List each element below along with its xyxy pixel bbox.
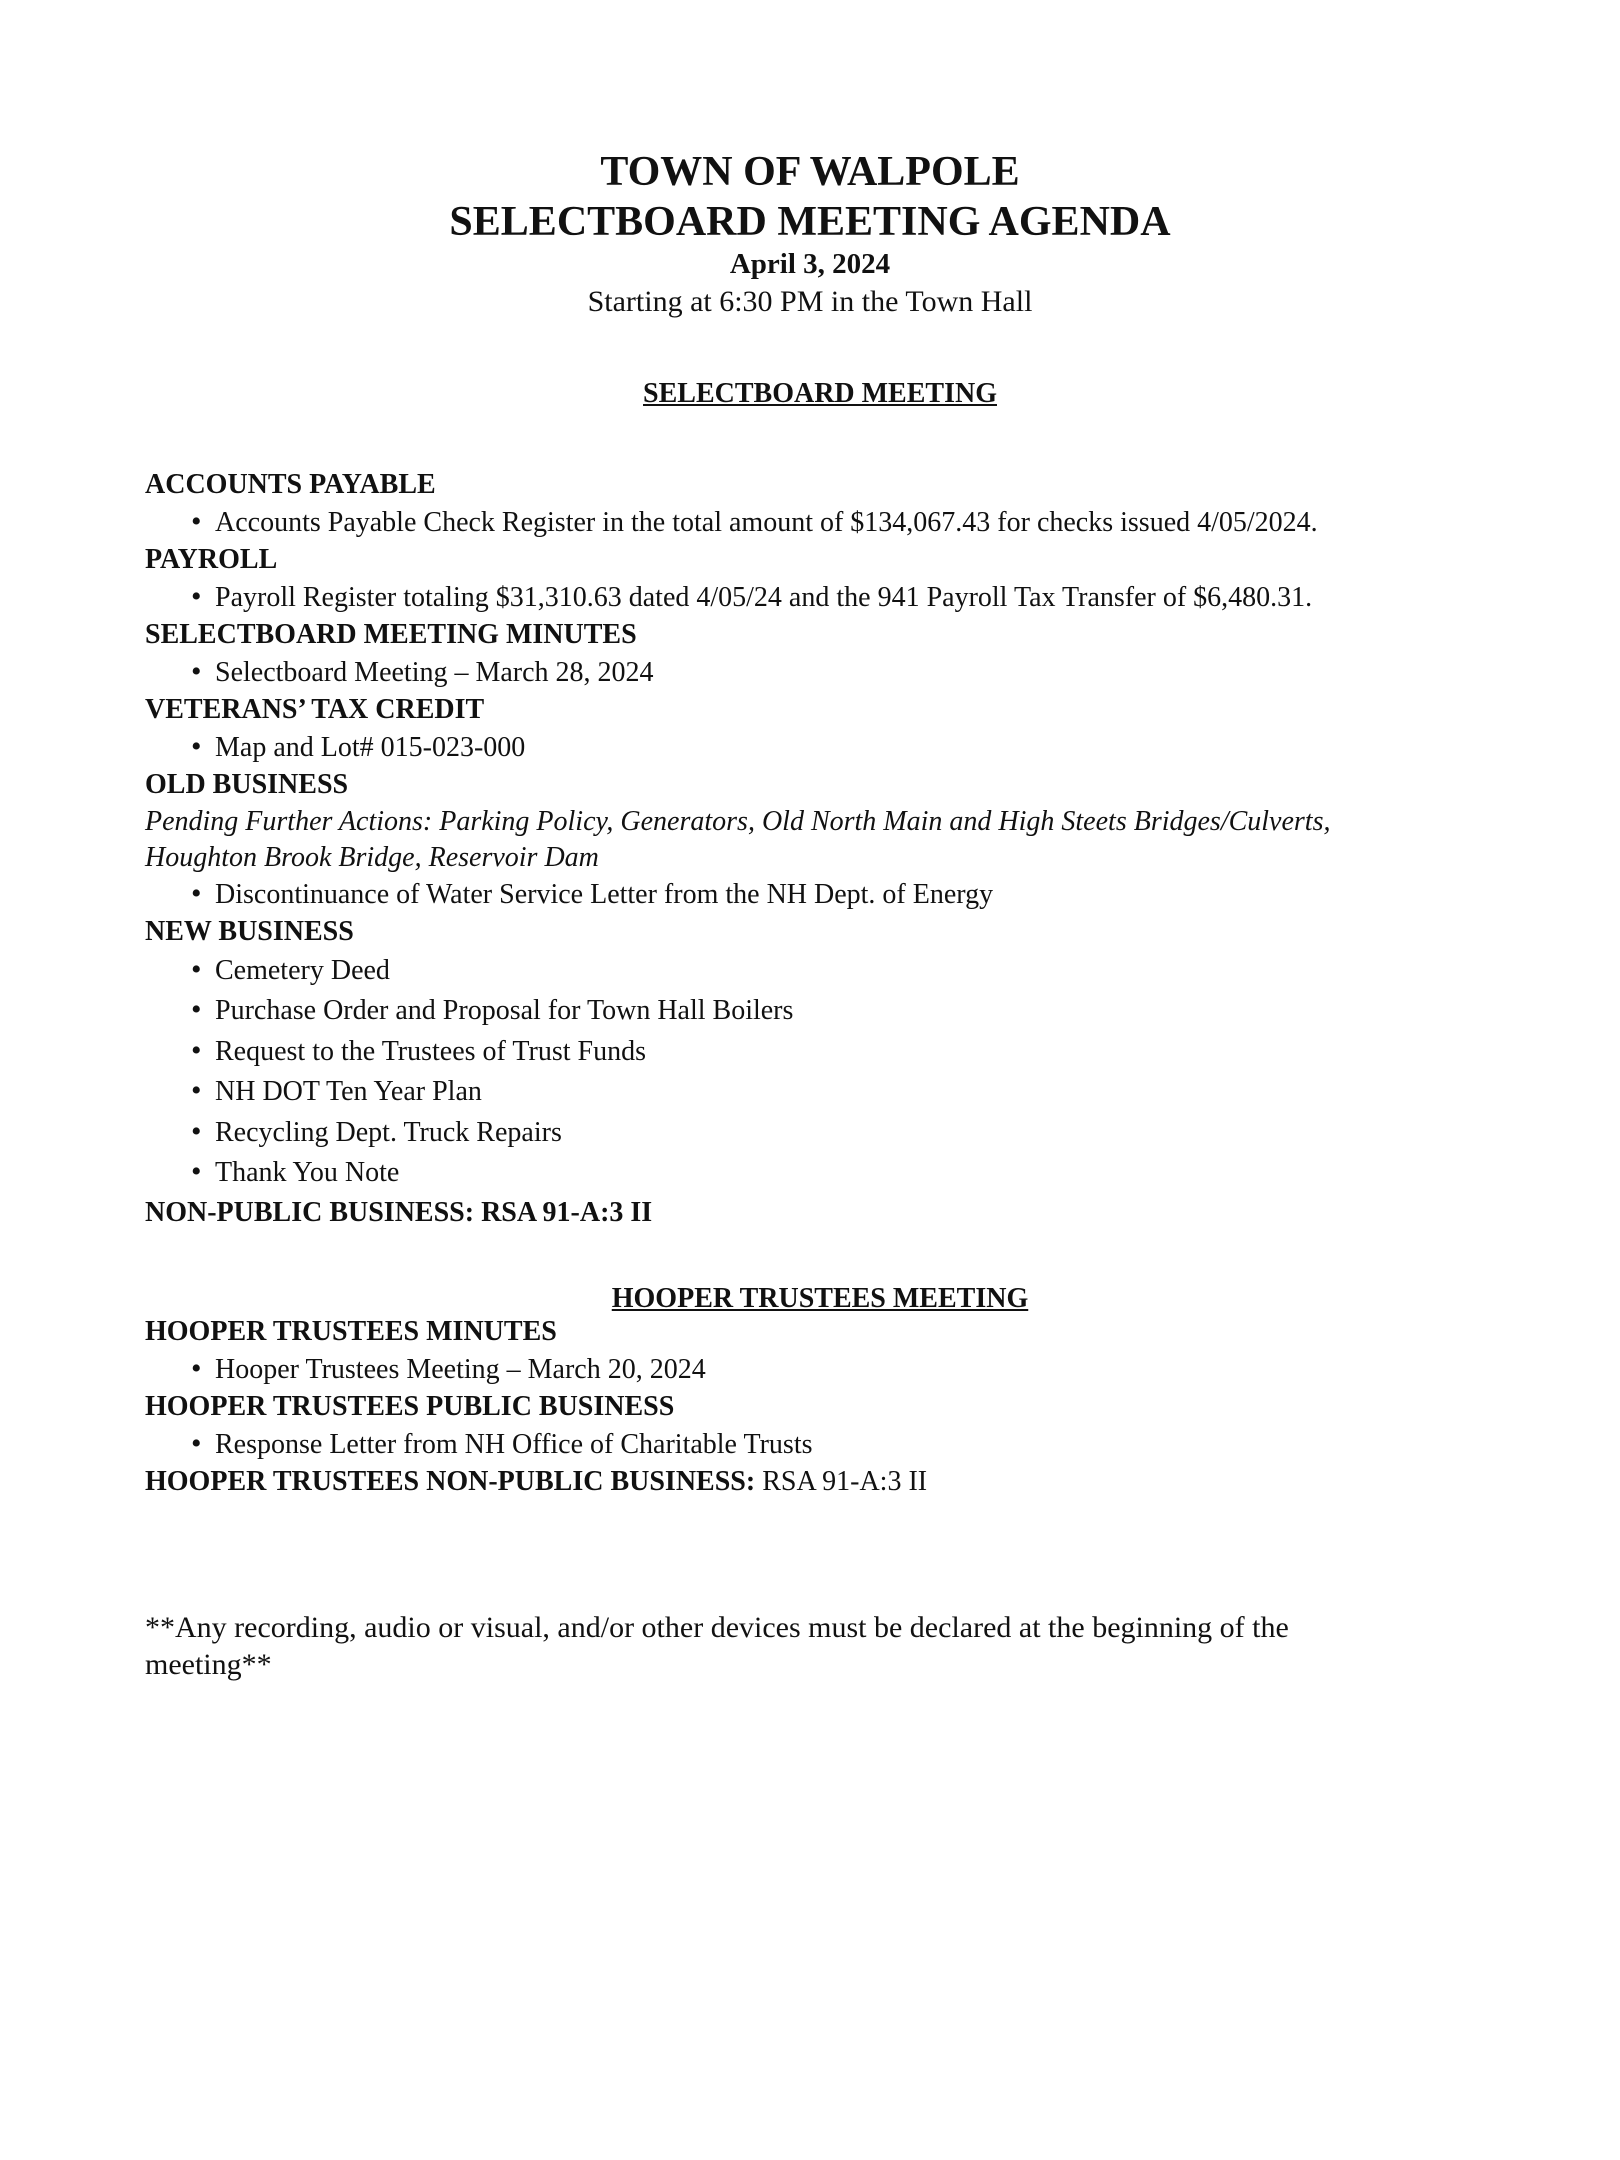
list-item: • Accounts Payable Check Register in the total amount of $134,067.43 for checks issued 4/05/2024. <box>191 504 1445 542</box>
meeting-start-info: Starting at 6:30 PM in the Town Hall <box>587 285 1033 318</box>
hooper-section-title: HOOPER TRUSTEES MEETING <box>611 1283 1029 1314</box>
list-item: • NH DOT Ten Year Plan <box>191 1072 1445 1113</box>
town-name: TOWN OF WALPOLE <box>600 149 1020 195</box>
accounts-payable-heading: ACCOUNTS PAYABLE <box>145 469 436 500</box>
pending-actions-note-line2: Houghton Brook Bridge, Reservoir Dam <box>145 841 599 873</box>
hooper-minutes-heading: HOOPER TRUSTEES MINUTES <box>145 1316 557 1347</box>
recording-notice <box>145 1609 1445 1683</box>
list-item: • Discontinuance of Water Service Letter from the NH Dept. of Energy <box>191 876 1445 914</box>
hooper-non-public-heading <box>145 1463 1445 1501</box>
hooper-minutes-list <box>145 1351 1445 1389</box>
veterans-tax-credit-list <box>145 729 1445 767</box>
list-item: • Hooper Trustees Meeting – March 20, 2024 <box>191 1351 1445 1389</box>
new-business-heading: NEW BUSINESS <box>145 916 354 947</box>
pending-actions-note-line1: Pending Further Actions: Parking Policy, Generators, Old North Main and High Steets Bridges/Culverts, <box>145 805 1331 837</box>
new-business-list <box>145 951 1445 1194</box>
agenda-title: SELECTBOARD MEETING AGENDA <box>449 199 1171 245</box>
list-item: • Map and Lot# 015-023-000 <box>191 729 1445 767</box>
hooper-non-public-label: HOOPER TRUSTEES NON-PUBLIC BUSINESS: <box>145 1466 756 1497</box>
payroll-list <box>145 579 1445 617</box>
list-item: • Cemetery Deed <box>191 951 1445 992</box>
accounts-payable-list <box>145 504 1445 542</box>
hooper-non-public-rsa: RSA 91-A:3 II <box>755 1466 928 1497</box>
list-item: • Request to the Trustees of Trust Funds <box>191 1032 1445 1073</box>
veterans-tax-credit-heading: VETERANS’ TAX CREDIT <box>145 694 485 725</box>
hooper-agenda <box>145 1313 1445 1501</box>
selectboard-agenda <box>145 466 1445 1231</box>
recording-notice-line1: **Any recording, audio or visual, and/or other devices must be declared at the beginning of the <box>145 1611 1289 1644</box>
list-item: • Payroll Register totaling $31,310.63 dated 4/05/24 and the 941 Payroll Tax Transfer of $6,480.31. <box>191 579 1445 617</box>
list-item: • Recycling Dept. Truck Repairs <box>191 1113 1445 1154</box>
minutes-heading: SELECTBOARD MEETING MINUTES <box>145 619 637 650</box>
old-business-heading: OLD BUSINESS <box>145 769 349 800</box>
hooper-public-business-heading: HOOPER TRUSTEES PUBLIC BUSINESS <box>145 1391 675 1422</box>
payroll-heading: PAYROLL <box>145 544 278 575</box>
list-item: • Response Letter from NH Office of Charitable Trusts <box>191 1426 1445 1464</box>
list-item: • Purchase Order and Proposal for Town Hall Boilers <box>191 991 1445 1032</box>
hooper-public-business-list <box>145 1426 1445 1464</box>
old-business-list <box>145 876 1445 914</box>
recording-notice-line2: meeting** <box>145 1648 272 1681</box>
list-item: • Thank You Note <box>191 1153 1445 1194</box>
list-item: • Selectboard Meeting – March 28, 2024 <box>191 654 1445 692</box>
minutes-list <box>145 654 1445 692</box>
non-public-business-heading: NON-PUBLIC BUSINESS: RSA 91-A:3 II <box>145 1196 653 1228</box>
meeting-date: April 3, 2024 <box>729 248 891 280</box>
selectboard-section-title: SELECTBOARD MEETING <box>643 378 997 409</box>
